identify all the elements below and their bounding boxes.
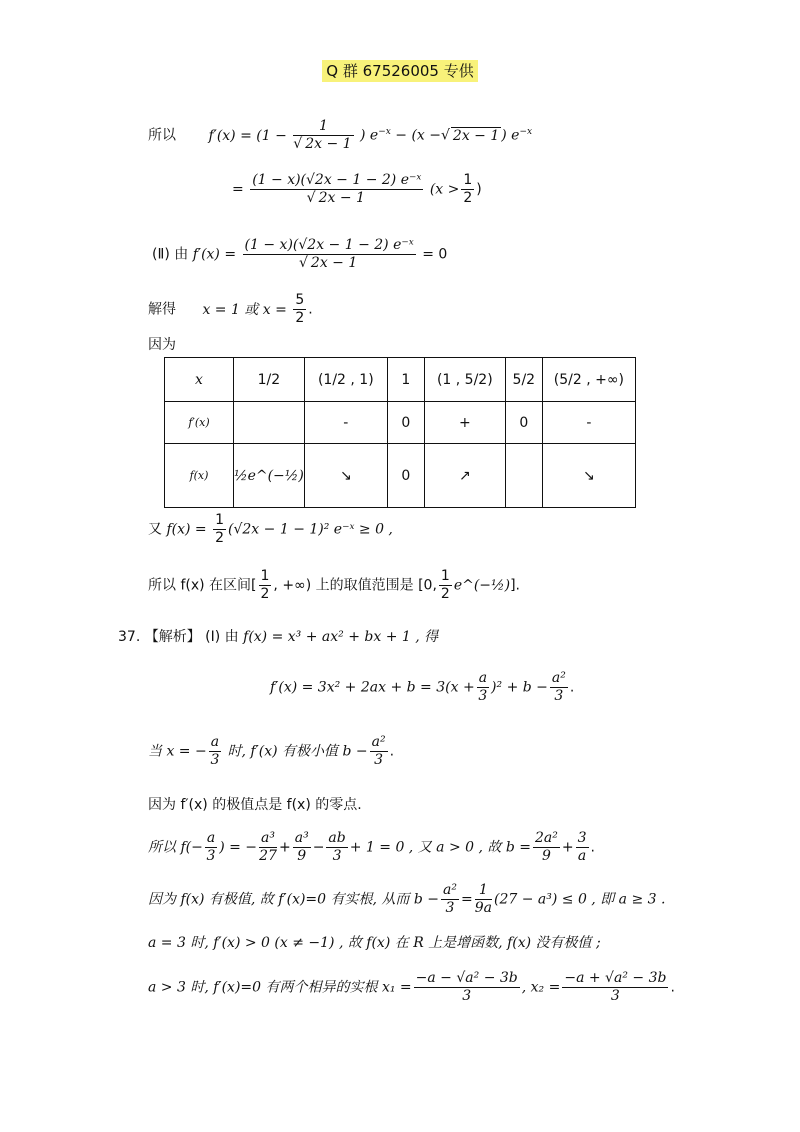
analysis-tag: 【解析】: [144, 629, 201, 645]
table-cell: ↗: [424, 444, 505, 508]
denominator: 3: [610, 988, 620, 1004]
line-prefix: 解得: [148, 301, 176, 318]
period: .: [308, 301, 313, 318]
table-cell: 5/2: [505, 358, 542, 402]
numerator: −a − √a² − 3b: [415, 970, 518, 986]
denominator: a: [577, 848, 587, 864]
fraction: [293, 830, 311, 865]
domain-condition-end: ): [476, 181, 482, 198]
expr: 当 x = −: [148, 743, 207, 760]
table-cell: 0: [387, 402, 424, 444]
line-prefix: (Ⅱ) 由: [152, 246, 189, 263]
numerator: a³: [294, 830, 309, 846]
fraction: [550, 670, 568, 705]
expr: , +∞) 上的取值范围是 [0,: [273, 577, 437, 594]
table-cell: 0: [387, 444, 424, 508]
expr: f(x) = x³ + ax² + bx + 1 , 得: [243, 629, 439, 645]
denominator: 3: [478, 688, 488, 704]
numerator: ab: [328, 830, 346, 846]
numerator: 1: [260, 568, 270, 584]
numerator: a: [210, 734, 220, 750]
expr: − (x −: [395, 127, 441, 144]
expr: =: [460, 891, 473, 908]
table-header-row: [165, 358, 636, 402]
expr: f′(x) =: [192, 246, 237, 263]
case-a-equals-3: a = 3 时, f′(x) > 0 (x ≠ −1) , 故 f(x) 在 R 上是增函数, f(x) 没有极值 ;: [148, 935, 601, 951]
denominator: 3: [462, 988, 472, 1004]
expr: (√2x − 1 − 1)² e⁻ˣ ≥ 0 ,: [228, 521, 393, 538]
expr: 因为 f(x) 有极值, 故 f′(x)=0 有实根, 从而 b −: [148, 891, 440, 908]
fraction: [243, 237, 416, 272]
expr: ].: [510, 577, 520, 594]
denominator: √ 2x − 1: [306, 190, 365, 206]
expr: 所以 f(−: [148, 839, 203, 856]
part-label: (Ⅰ) 由: [205, 629, 239, 645]
fraction: [293, 292, 306, 327]
fraction: [533, 830, 560, 865]
expr: ) = −: [219, 839, 258, 856]
expr: +: [278, 839, 291, 856]
table-cell: 1/2: [234, 358, 305, 402]
table-cell: (5/2 , +∞): [542, 358, 635, 402]
numerator: a: [206, 830, 216, 846]
minimum-line: [148, 734, 394, 769]
numerator: a: [478, 670, 488, 686]
fraction: [441, 882, 459, 917]
denominator: 3: [374, 752, 384, 768]
radicand: 2x − 1: [452, 127, 500, 144]
derivative-line-2: [232, 172, 482, 207]
table-cell: [234, 402, 305, 444]
because-line: 因为: [148, 337, 176, 353]
table-cell: -: [304, 402, 387, 444]
numerator: 3: [577, 830, 587, 846]
extremum-zero-line: 因为 f′(x) 的极值点是 f(x) 的零点.: [148, 797, 362, 813]
denominator: 2: [260, 586, 270, 602]
radicand: 2x − 1: [310, 255, 358, 271]
period: .: [389, 743, 395, 760]
expr: 所以 f(x) 在区间[: [148, 577, 257, 594]
fraction: [326, 830, 347, 865]
numerator: 1: [463, 172, 473, 188]
expr: 时, f′(x) 有极小值 b −: [223, 743, 368, 760]
denominator: 9: [297, 848, 307, 864]
expr: f(x) =: [166, 521, 207, 538]
fraction: [439, 568, 452, 603]
denominator: 27: [259, 848, 277, 864]
numerator: a²: [551, 670, 566, 686]
denominator: √ 2x − 1: [299, 255, 358, 271]
expr: e^(−½): [453, 577, 511, 594]
table-cell: ↘: [304, 444, 387, 508]
domain-condition: (x >: [429, 181, 460, 198]
table-cell: ½e^(−½): [234, 444, 305, 508]
fraction: [209, 734, 221, 769]
expr: ) e: [501, 127, 520, 144]
expr: f′(x) = 3x² + 2ax + b = 3(x +: [270, 679, 475, 696]
problem-number: 37.: [118, 629, 141, 645]
fraction: [562, 970, 668, 1005]
expr: x = 1 或 x =: [202, 301, 287, 318]
case-a-greater-3: [148, 970, 675, 1005]
table-cell: -: [542, 402, 635, 444]
table-cell: f′(x): [165, 402, 234, 444]
fraction: [475, 882, 492, 917]
derivative-line-1: 所以 f′(x) = (1 − $\frac{1}{√ 2x - 1}$ ) $e^{-x} - (x$ −√ 2x − 1 ) $e^{-x}$: [148, 118, 533, 152]
fraction: [259, 568, 272, 603]
table-cell: (1/2 , 1): [304, 358, 387, 402]
table-row: [165, 402, 636, 444]
fraction: [461, 172, 474, 207]
numerator: (1 − x)(√2x − 1 − 2) e⁻ˣ: [244, 237, 414, 253]
expr: a > 3 时, f′(x)=0 有两个相异的实根 x₁ =: [148, 979, 412, 996]
table-cell: ↘: [542, 444, 635, 508]
equals-sign: =: [232, 181, 244, 198]
denominator: 2: [215, 530, 225, 546]
fraction: [259, 830, 277, 865]
expr: −: [312, 839, 325, 856]
denominator: 3: [445, 900, 455, 916]
period: .: [590, 839, 595, 856]
exponent: −x: [519, 126, 533, 137]
expr: = 0: [422, 246, 448, 263]
fraction: [205, 830, 217, 865]
table-row: [165, 444, 636, 508]
denominator: 9a: [474, 900, 492, 916]
expr: )² + b −: [491, 679, 548, 696]
denominator: 3: [210, 752, 220, 768]
part-2-line: [152, 237, 447, 272]
numerator: 5: [295, 292, 305, 308]
table-cell: (1 , 5/2): [424, 358, 505, 402]
expr: f′(x) = (1 −: [208, 127, 287, 144]
numerator: 1: [293, 118, 353, 136]
table-cell: +: [424, 402, 505, 444]
numerator: a²: [371, 734, 386, 750]
denominator: 9: [541, 848, 551, 864]
fraction: [370, 734, 388, 769]
radicand: 2x − 1: [318, 190, 365, 206]
fraction: [250, 172, 423, 207]
period: .: [670, 979, 675, 996]
line-prefix: 又: [148, 521, 162, 538]
fraction: [213, 512, 226, 547]
table-cell: f(x): [165, 444, 234, 508]
expr: ) e: [360, 127, 379, 144]
fraction: [293, 118, 353, 153]
table-cell: [505, 444, 542, 508]
numerator: −a + √a² − 3b: [564, 970, 667, 986]
table-cell: 0: [505, 402, 542, 444]
derivative-completed-square: [270, 670, 574, 705]
denominator: 2: [295, 310, 305, 326]
fraction: [477, 670, 489, 705]
numerator: 1: [215, 512, 225, 528]
real-root-line: [148, 882, 665, 917]
expr: +: [561, 839, 574, 856]
radicand: 2x − 1: [305, 136, 352, 152]
numerator: a²: [443, 882, 457, 898]
denominator: 3: [332, 848, 342, 864]
problem-37-header: [118, 626, 438, 646]
watermark-text: Q 群 67526005 专供: [322, 60, 477, 82]
substitution-line: [148, 830, 595, 865]
table-cell: x: [165, 358, 234, 402]
line-prefix: 所以: [148, 127, 176, 144]
solution-line: [148, 292, 313, 327]
fraction: [414, 970, 520, 1005]
expr: (27 − a³) ≤ 0 , 即 a ≥ 3 .: [493, 891, 666, 908]
numerator: 1: [475, 882, 492, 900]
denominator: 3: [554, 688, 564, 704]
exponent: −x: [378, 126, 391, 137]
denominator: √ 2x − 1: [293, 136, 352, 152]
expr: + 1 = 0 , 又 a > 0 , 故 b =: [349, 839, 531, 856]
expr: , x₂ =: [521, 979, 561, 996]
numerator: 1: [440, 568, 450, 584]
denominator: 2: [463, 190, 473, 206]
numerator: 2a²: [535, 830, 558, 846]
table-cell: 1: [387, 358, 424, 402]
fraction: [576, 830, 589, 865]
numerator: a³: [261, 830, 275, 846]
numerator: (1 − x)(√2x − 1 − 2) e⁻ˣ: [252, 172, 422, 188]
watermark-banner: [0, 60, 800, 81]
variation-table: [164, 357, 636, 508]
denominator: 2: [440, 586, 450, 602]
period: .: [569, 679, 575, 696]
range-line: [148, 568, 520, 603]
nonnegativity-line: [148, 512, 393, 547]
denominator: 3: [206, 848, 216, 864]
